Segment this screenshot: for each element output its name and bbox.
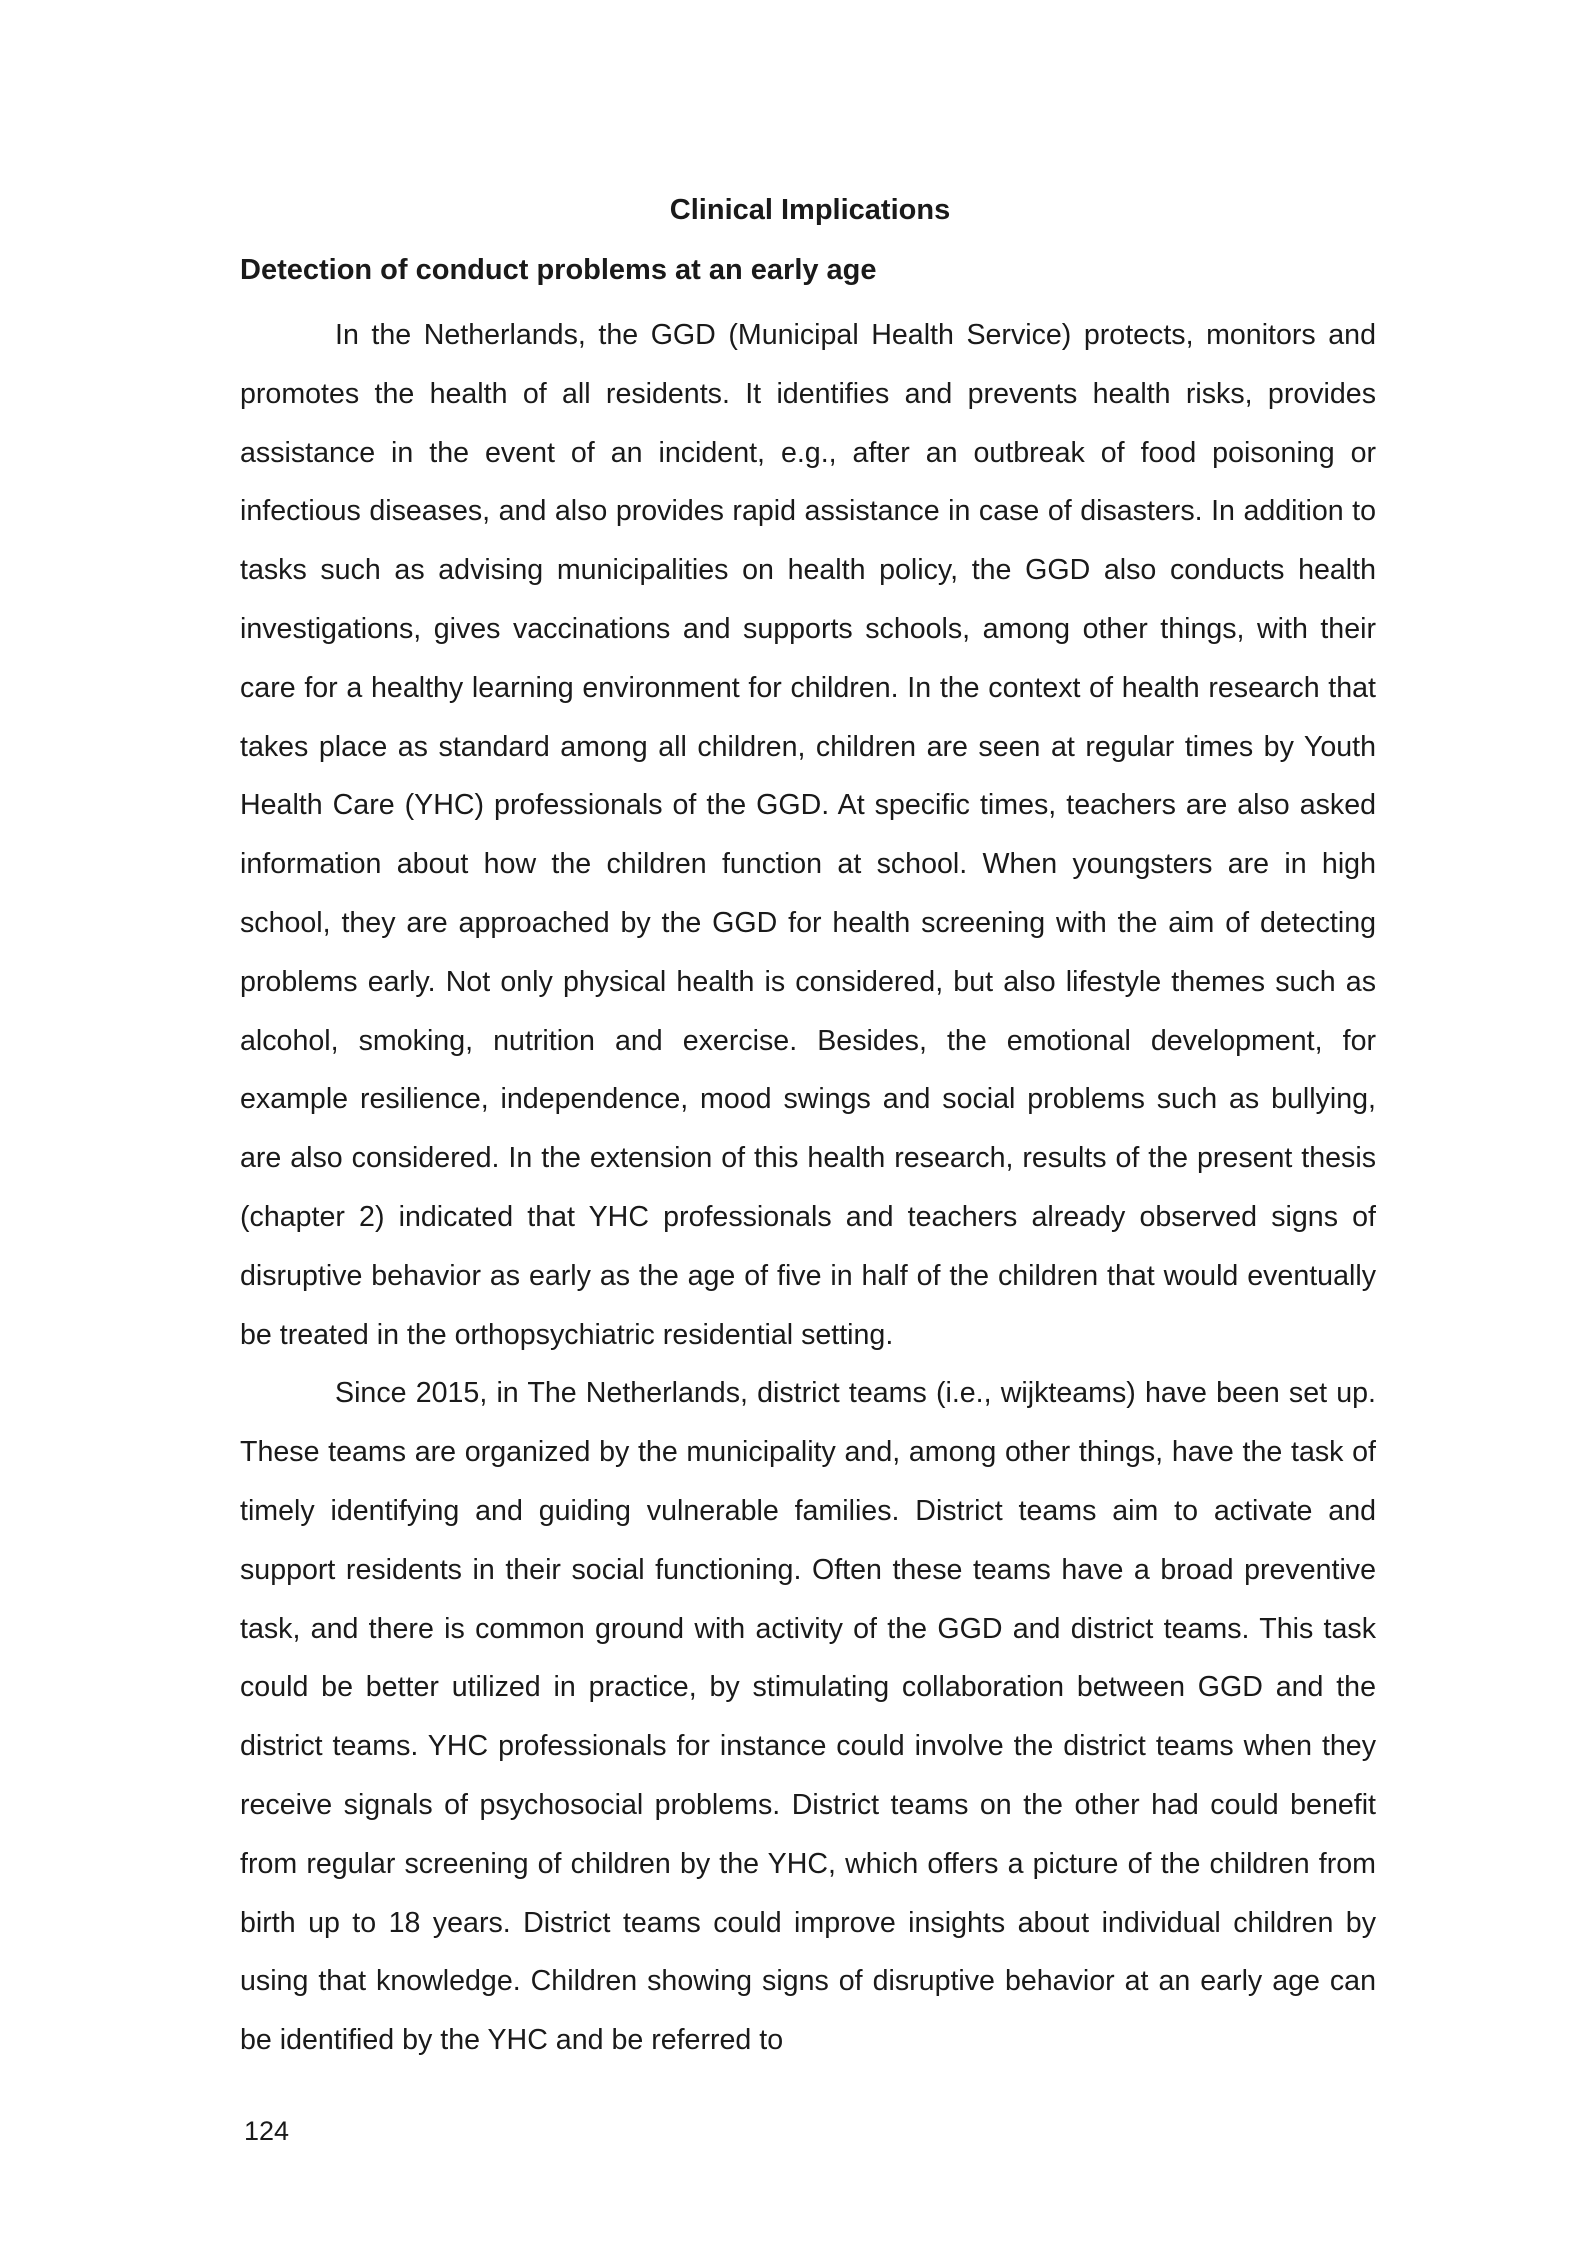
page-number: 124	[244, 2116, 290, 2146]
paragraph-district-teams: Since 2015, in The Netherlands, district teams (i.e., wijkteams) have been set up. These teams are organized by the municipality and, among other things, have the task of timely identifying and guiding vulnerable families. District teams aim to activate and support residents in their social functioning. Often these teams have a broad preventive task, and there is common ground with activity of the GGD and district teams. This task could be better utilized in practice, by stimulating collaboration between GGD and the district teams. YHC professionals for instance could involve the district teams when they receive signals of psychosocial problems. District teams on the other had could benefit from regular screening of children by the YHC, which offers a picture of the children from birth up to 18 years. District teams could improve insights about individual children by using that knowledge. Children showing signs of disruptive behavior at an early age can be identified by the YHC and be referred to	[240, 1377, 1376, 2057]
subsection-title: Detection of conduct problems at an early age	[240, 254, 877, 286]
paragraph-ggd: In the Netherlands, the GGD (Municipal Health Service) protects, monitors and promotes the health of all residents. It identifies and prevents health risks, provides assistance in the event of an incident, e.g., after an outbreak of food poisoning or infectious diseases, and also provides rapid assistance in case of disasters. In addition to tasks such as advising municipalities on health policy, the GGD also conducts health investigations, gives vaccinations and supports schools, among other things, with their care for a healthy learning environment for children. In the context of health research that takes place as standard among all children, children are seen at regular times by Youth Health Care (YHC) professionals of the GGD. At specific times, teachers are also asked information about how the children function at school. When youngsters are in high school, they are approached by the GGD for health screening with the aim of detecting problems early. Not only physical health is considered, but also lifestyle themes such as alcohol, smoking, nutrition and exercise. Besides, the emotional development, for example resilience, independence, mood swings and social problems such as bullying, are also considered. In the extension of this health research, results of the present thesis (chapter 2) indicated that YHC professionals and teachers already observed signs of disruptive behavior as early as the age of five in half of the children that would eventually be treated in the orthopsychiatric residential setting.	[240, 319, 1376, 1351]
body-text	[240, 306, 1376, 2070]
section-title: Clinical Implications	[669, 194, 951, 226]
